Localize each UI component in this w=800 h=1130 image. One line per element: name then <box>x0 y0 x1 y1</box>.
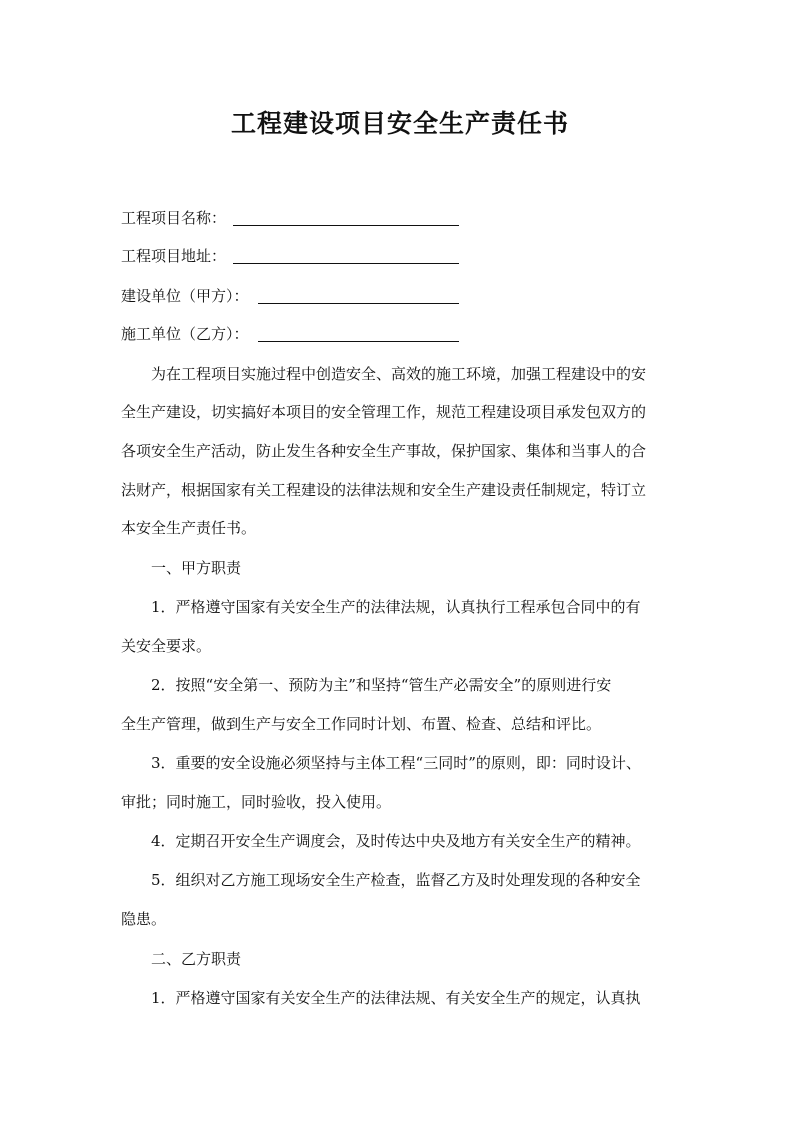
blank-line[interactable] <box>258 341 459 342</box>
list-item-line: 4．定期召开安全生产调度会，及时传达中央及地方有关安全生产的精神。 <box>151 832 641 850</box>
field-party-a <box>121 286 249 306</box>
list-item-line: 隐患。 <box>121 910 167 928</box>
blank-line[interactable] <box>258 303 459 304</box>
text-line: 全生产建设，切实搞好本项目的安全管理工作，规范工程建设项目承发包双方的 <box>121 403 647 421</box>
blank-line[interactable] <box>233 263 459 264</box>
blank-line[interactable] <box>233 225 459 226</box>
field-label: 工程项目地址： <box>121 247 227 265</box>
list-item-line: 全生产管理，做到生产与安全工作同时计划、布置、检查、总结和评比。 <box>121 715 602 733</box>
field-project-address <box>121 246 226 266</box>
document-title: 工程建设项目安全生产责任书 <box>230 109 569 138</box>
list-item-line: 1．严格遵守国家有关安全生产的法律法规、有关安全生产的规定，认真执 <box>151 989 641 1007</box>
text-line: 为在工程项目实施过程中创造安全、高效的施工环境，加强工程建设中的安 <box>151 365 647 383</box>
section-heading: 二、乙方职责 <box>151 950 242 968</box>
field-label: 工程项目名称： <box>121 209 227 227</box>
list-item-line: 5．组织对乙方施工现场安全生产检查，监督乙方及时处理发现的各种安全 <box>151 871 641 889</box>
list-item-line: 关安全要求。 <box>121 637 212 655</box>
field-label: 建设单位（甲方）： <box>121 287 249 305</box>
field-project-name <box>121 208 226 228</box>
field-party-b <box>121 324 249 344</box>
text-line: 各项安全生产活动，防止发生各种安全生产事故，保护国家、集体和当事人的合 <box>121 442 647 460</box>
list-item-line: 2．按照“安全第一、预防为主”和坚持“管生产必需安全”的原则进行安 <box>151 676 612 694</box>
list-item-line: 审批；同时施工，同时验收，投入使用。 <box>121 793 392 811</box>
field-label: 施工单位（乙方）： <box>121 325 249 343</box>
text-line: 法财产，根据国家有关工程建设的法律法规和安全生产建设责任制规定，特订立 <box>121 481 647 499</box>
section-heading: 一、甲方职责 <box>151 559 242 577</box>
text-line: 本安全生产责任书。 <box>121 519 257 537</box>
list-item-line: 1．严格遵守国家有关安全生产的法律法规，认真执行工程承包合同中的有 <box>151 598 641 616</box>
list-item-line: 3．重要的安全设施必须坚持与主体工程“三同时”的原则，即：同时设计、 <box>151 754 641 772</box>
